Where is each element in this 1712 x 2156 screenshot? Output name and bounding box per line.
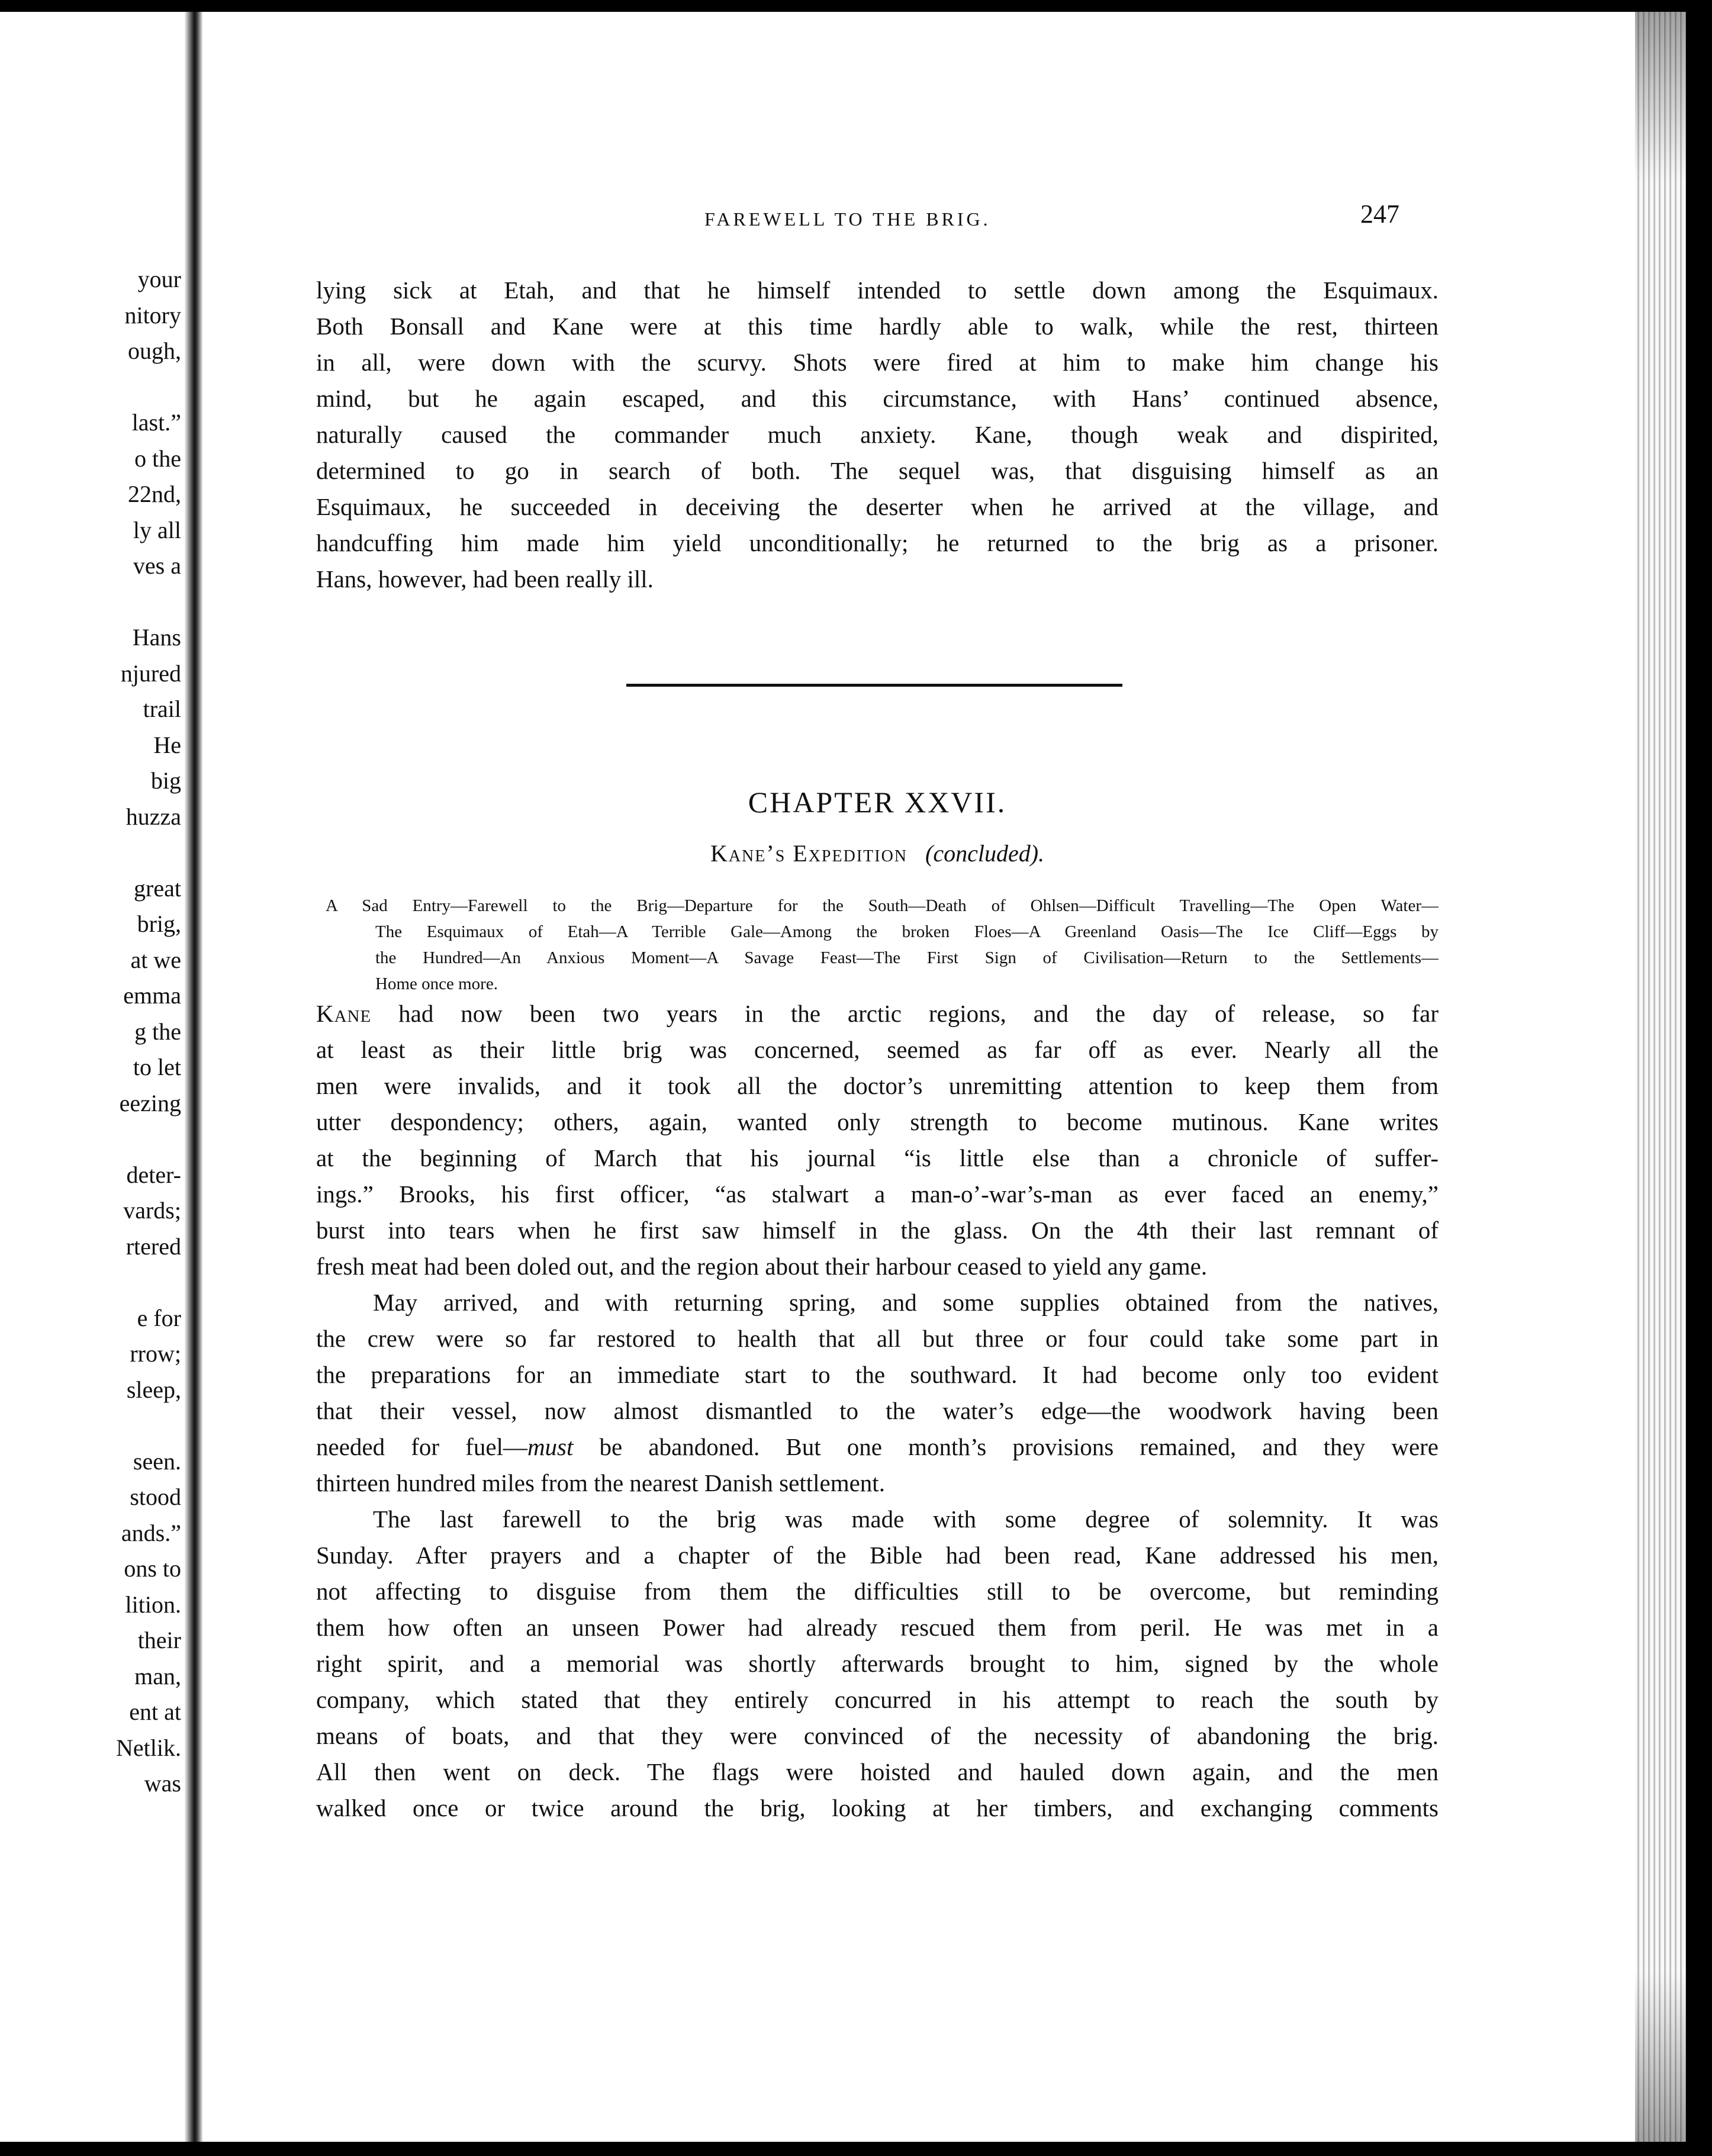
facing-page-fragment: eezing <box>119 1090 181 1116</box>
opening-paragraph <box>316 272 1439 597</box>
facing-page-fragment: 22nd, <box>128 481 181 507</box>
scan-border-bottom <box>0 2142 1712 2156</box>
text-line: ings.” Brooks, his first officer, “as stalwart a man-o’-war’s-man as ever faced an enemy,” <box>316 1180 1439 1208</box>
chapter-synopsis <box>326 893 1439 997</box>
facing-page-fragment: rtered <box>125 1233 181 1260</box>
facing-page-fragment: big <box>150 767 181 794</box>
text-line: the preparations for an immediate start to the southward. It had become only too evident <box>316 1361 1439 1388</box>
facing-page-fragment: He <box>153 732 181 758</box>
text-line: at the beginning of March that his journal “is little else than a chronicle of suffer- <box>316 1144 1439 1172</box>
scan-border-right <box>1686 0 1712 2156</box>
chapter-subtitle <box>316 839 1439 867</box>
page-edges <box>1635 12 1686 2142</box>
synopsis-line: A Sad Entry—Farewell to the Brig—Departure for the South—Death of Ohlsen—Difficult Travelling—The Open Water— <box>326 896 1439 915</box>
facing-page-fragment: trail <box>143 696 181 722</box>
paragraph-three <box>316 1501 1439 1826</box>
book-gutter <box>185 12 202 2142</box>
text-line: walked once or twice around the brig, looking at her timbers, and exchanging comments <box>316 1794 1439 1822</box>
text-line: Sunday. After prayers and a chapter of the Bible had been read, Kane addressed his men, <box>316 1542 1439 1569</box>
facing-page-fragment: your <box>137 266 181 292</box>
facing-page-fragment: last.” <box>131 409 181 436</box>
lead-word: Kane <box>316 1000 372 1027</box>
facing-page-fragment: ent at <box>129 1698 181 1725</box>
facing-page-fragment: deter- <box>126 1161 181 1188</box>
text-line: naturally caused the commander much anxiety. Kane, though weak and dispirited, <box>316 421 1439 448</box>
text-line: not affecting to disguise from them the difficulties still to be overcome, but reminding <box>316 1578 1439 1605</box>
facing-page-fragment: lition. <box>125 1591 181 1618</box>
running-head: FAREWELL TO THE BRIG. <box>704 208 991 230</box>
facing-page-fragment: rrow; <box>130 1340 181 1367</box>
facing-page-fragment: ands.” <box>121 1520 181 1546</box>
facing-page-fragment: njured <box>120 660 181 687</box>
facing-page-fragment: Hans <box>132 624 181 651</box>
text-line: Hans, however, had been really ill. <box>316 565 654 593</box>
facing-page-fragment: ough, <box>128 337 181 364</box>
facing-page-fragment: stood <box>130 1484 181 1510</box>
text-line: handcuffing him made him yield unconditionally; he returned to the brig as a prisoner. <box>316 529 1439 556</box>
text-fragment: had now been two years in the arctic regions, and the day of release, so far <box>371 1000 1439 1027</box>
text-line: thirteen hundred miles from the nearest Danish settlement. <box>316 1469 885 1497</box>
text-line: The last farewell to the brig was made with some degree of solemnity. It was <box>373 1505 1439 1533</box>
text-line: utter despondency; others, again, wanted only strength to become mutinous. Kane writes <box>316 1108 1439 1135</box>
text-line: the crew were so far restored to health that all but three or four could take some part in <box>316 1325 1439 1352</box>
chapter-subtitle-note: (concluded). <box>925 840 1045 867</box>
text-line: All then went on deck. The flags were hoisted and hauled down again, and the men <box>316 1758 1439 1785</box>
text-fragment: be abandoned. But one month’s provisions remained, and they were <box>573 1433 1439 1460</box>
facing-page-fragment: ons to <box>124 1555 181 1582</box>
page-number: 247 <box>1360 199 1399 229</box>
paragraph-one <box>316 996 1439 1285</box>
facing-page-fragment: g the <box>134 1018 181 1045</box>
chapter-title: CHAPTER XXVII. <box>748 786 1007 819</box>
emphasis-word: must <box>527 1433 574 1460</box>
facing-page-fragment: great <box>134 875 181 902</box>
text-line: them how often an unseen Power had already rescued them from peril. He was met in a <box>316 1614 1439 1641</box>
facing-page <box>0 12 185 2142</box>
facing-page-fragment: e for <box>137 1305 181 1331</box>
facing-page-fragment: ves a <box>133 552 181 579</box>
facing-page-fragment: Netlik. <box>116 1735 181 1761</box>
text-line: burst into tears when he first saw himself in the glass. On the 4th their last remnant of <box>316 1217 1439 1244</box>
text-line: Both Bonsall and Kane were at this time hardly able to walk, while the rest, thirteen <box>316 313 1439 340</box>
text-line: determined to go in search of both. The sequel was, that disguising himself as an <box>316 457 1439 484</box>
facing-page-fragment: was <box>144 1770 181 1797</box>
text-line: fresh meat had been doled out, and the region about their harbour ceased to yield any game. <box>316 1253 1208 1280</box>
text-line: at least as their little brig was concerned, seemed as far off as ever. Nearly all the <box>316 1036 1439 1063</box>
facing-page-fragment: at we <box>130 947 181 973</box>
text-line: lying sick at Etah, and that he himself intended to settle down among the Esquimaux. <box>316 276 1439 304</box>
paragraph-two <box>316 1285 1439 1501</box>
synopsis-line: the Hundred—An Anxious Moment—A Savage Feast—The First Sign of Civilisation—Return to the Settlements— <box>375 948 1439 967</box>
facing-page-fragment: o the <box>134 445 181 472</box>
section-divider-rule <box>626 684 1122 687</box>
facing-page-fragment: huzza <box>125 803 181 830</box>
facing-page-fragment: ly all <box>133 517 181 543</box>
text-line: right spirit, and a memorial was shortly afterwards brought to him, signed by the whole <box>316 1650 1439 1677</box>
facing-page-fragment: nitory <box>124 302 181 329</box>
facing-page-fragment: sleep, <box>126 1376 181 1403</box>
text-line <box>316 996 1439 1032</box>
text-line <box>316 1429 1439 1465</box>
text-line: in all, were down with the scurvy. Shots were fired at him to make him change his <box>316 349 1439 376</box>
text-line: Esquimaux, he succeeded in deceiving the deserter when he arrived at the village, and <box>316 493 1439 520</box>
text-line: means of boats, and that they were convinced of the necessity of abandoning the brig. <box>316 1722 1439 1749</box>
text-line: company, which stated that they entirely concurred in his attempt to reach the south by <box>316 1686 1439 1713</box>
synopsis-line: Home once more. <box>375 974 498 993</box>
facing-page-fragment: seen. <box>133 1448 181 1475</box>
text-line: May arrived, and with returning spring, and some supplies obtained from the natives, <box>373 1289 1439 1316</box>
facing-page-fragment: their <box>137 1627 181 1653</box>
facing-page-fragment: to let <box>133 1054 181 1080</box>
chapter-subtitle-main: Kane’s Expedition <box>710 840 908 867</box>
facing-page-fragment: emma <box>123 982 181 1009</box>
text-fragment: needed for fuel— <box>316 1433 527 1460</box>
text-line: mind, but he again escaped, and this circumstance, with Hans’ continued absence, <box>316 385 1439 412</box>
facing-page-fragment: vards; <box>123 1197 181 1224</box>
synopsis-line: The Esquimaux of Etah—A Terrible Gale—Among the broken Floes—A Greenland Oasis—The Ice Cliff—Eggs by <box>375 922 1439 941</box>
text-line: that their vessel, now almost dismantled to the water’s edge—the woodwork having been <box>316 1397 1439 1424</box>
scan-border-top <box>0 0 1712 12</box>
facing-page-fragment: man, <box>134 1663 181 1690</box>
facing-page-fragment: brig, <box>137 910 181 937</box>
text-line: men were invalids, and it took all the doctor’s unremitting attention to keep them from <box>316 1072 1439 1099</box>
